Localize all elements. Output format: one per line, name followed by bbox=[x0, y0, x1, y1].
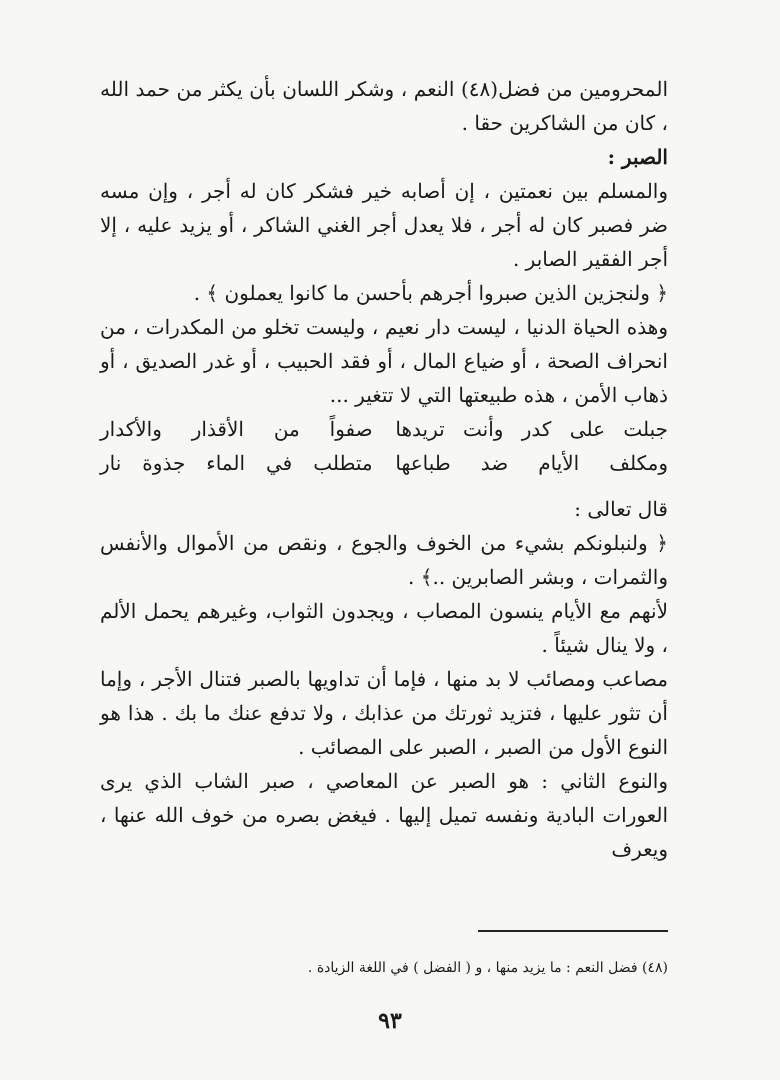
footnote: (٤٨) فضل النعم : ما يزيد منها ، و ( الفضل ) في اللغة الزيادة . bbox=[307, 960, 668, 976]
poem-line bbox=[100, 446, 668, 480]
quran-verse-2: ﴿ ولنبلونكم بشيء من الخوف والجوع ، ونقص من الأموال والأنفس والثمرات ، وبشر الصابرين ..﴾ . bbox=[100, 531, 668, 589]
poem-line bbox=[100, 412, 668, 446]
poem-second-hemistich: صفواً من الأقذار والأكدار bbox=[100, 417, 373, 441]
paragraph-intro: المحرومين من فضل(٤٨) النعم ، وشكر اللسان بأن يكثر من حمد الله ، كان من الشاكرين حقا . bbox=[100, 77, 668, 135]
paragraph-second-kind: والنوع الثاني : هو الصبر عن المعاصي ، صبر الشاب الذي يرى العورات البادية ونفسه تميل إليها . فيغض بصره من خوف الله عنها ، ويعرف bbox=[100, 769, 668, 861]
quran-verse-1: ﴿ ولنجزين الذين صبروا أجرهم بأحسن ما كانوا يعملون ﴾ . bbox=[193, 281, 668, 305]
poem bbox=[100, 412, 668, 480]
poem-second-hemistich: متطلب في الماء جذوة نار bbox=[100, 451, 373, 475]
section-heading: الصبر : bbox=[607, 145, 668, 169]
verse-intro: قال تعالى : bbox=[574, 497, 668, 521]
poem-first-hemistich: ومكلف الأيام ضد طباعها bbox=[395, 451, 668, 475]
page-number: ٩٣ bbox=[378, 1008, 402, 1034]
page-body bbox=[100, 72, 668, 866]
paragraph-two-blessings: والمسلم بين نعمتين ، إن أصابه خير فشكر كان له أجر ، وإن مسه ضر فصبر كان له أجر ، فلا يعدل أجر الغني الشاكر ، أو يزيد عليه ، إلا أجر الفقير الصابر . bbox=[100, 179, 668, 271]
poem-first-hemistich: جبلت على كدر وأنت تريدها bbox=[395, 417, 668, 441]
paragraph-worldly-life: وهذه الحياة الدنيا ، ليست دار نعيم ، وليست تخلو من المكدرات ، من انحراف الصحة ، أو ضياع المال ، أو فقد الحبيب ، أو غدر الصديق ، أو ذهاب الأمن ، هذه طبيعتها التي لا تتغير ... bbox=[100, 315, 668, 407]
paragraph-hardships: مصاعب ومصائب لا بد منها ، فإما أن تداويها بالصبر فتنال الأجر ، وإما أن تثور عليها ، فتزيد ثورتك من عذابك ، ولا تدفع عنك ما بك . هذا هو النوع الأول من الصبر ، الصبر على المصائب . bbox=[100, 667, 668, 759]
footnote-divider bbox=[478, 930, 668, 932]
paragraph-reward: لأنهم مع الأيام ينسون المصاب ، ويجدون الثواب، وغيرهم يحمل الألم ، ولا ينال شيئاً . bbox=[100, 599, 668, 657]
